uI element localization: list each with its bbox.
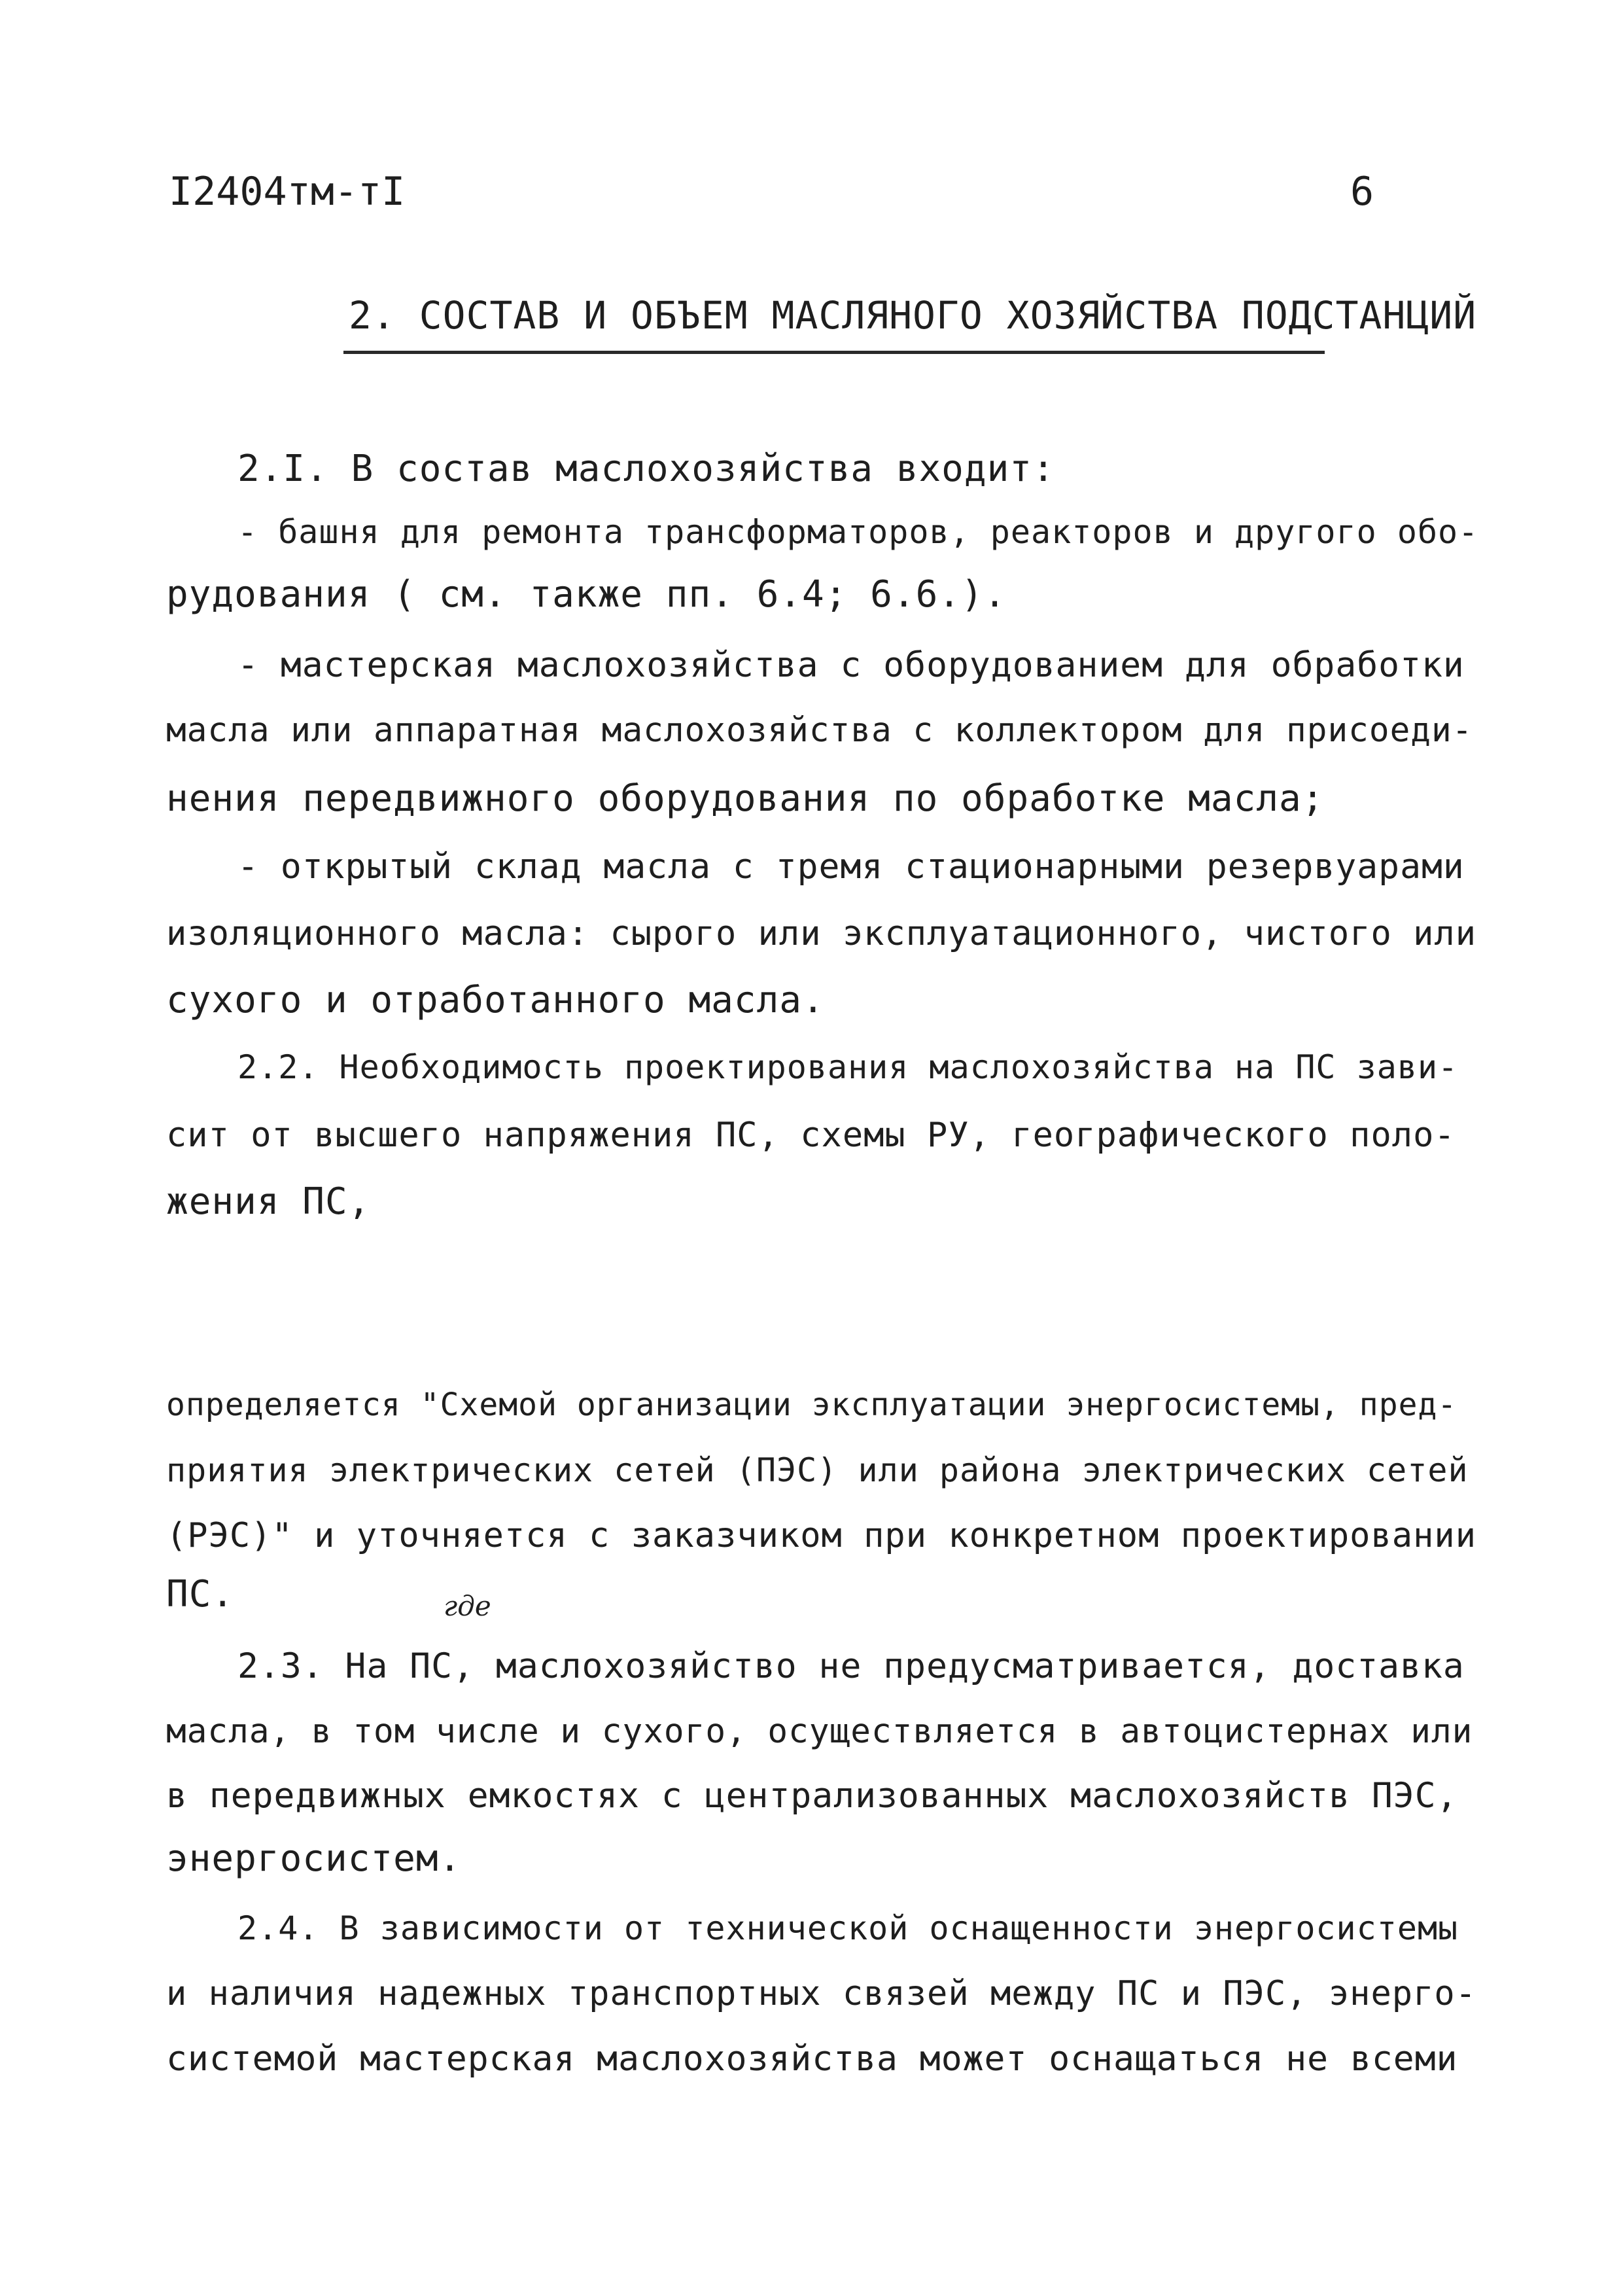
- body-line: (РЭС)" и уточняется с заказчиком при конкретном проектировании: [166, 1516, 1477, 1555]
- body-line: в передвижных емкостях с централизованных маслохозяйств ПЭС,: [166, 1776, 1458, 1816]
- body-line: системой мастерская маслохозяйства может оснащаться не всеми: [166, 2039, 1458, 2079]
- body-line: 2.I. В состав маслохозяйства входит:: [237, 448, 1055, 490]
- body-line: жения ПС,: [166, 1180, 371, 1223]
- body-line: энергосистем.: [166, 1837, 462, 1880]
- handwritten-insertion: где: [444, 1590, 491, 1622]
- body-line: изоляционного масла: сырого или эксплуатационного, чистого или: [166, 914, 1477, 953]
- body-line: 2.4. В зависимости от технической оснащенности энергосистемы: [237, 1909, 1459, 1947]
- body-line: сит от высшего напряжения ПС, схемы РУ, географического поло-: [166, 1116, 1456, 1155]
- body-line: приятия электрических сетей (ПЭС) или района электрических сетей: [166, 1451, 1469, 1489]
- body-line: сухого и отработанного масла.: [166, 979, 825, 1021]
- body-line: определяется "Схемой организации эксплуатации энергосистемы, пред-: [166, 1386, 1457, 1423]
- title-underline: [343, 351, 1325, 354]
- body-line: масла, в том числе и сухого, осуществляется в автоцистернах или: [166, 1712, 1473, 1751]
- body-line: масла или аппаратная маслохозяйства с коллектором для присоеди-: [166, 711, 1473, 750]
- body-line: 2.2. Необходимость проектирования маслохозяйства на ПС зави-: [237, 1048, 1459, 1086]
- body-line: - башня для ремонта трансформаторов, реакторов и другого обо-: [237, 513, 1479, 551]
- body-line: нения передвижного оборудования по обработке масла;: [166, 777, 1325, 820]
- section-title: 2. СОСТАВ И ОБЪЕМ МАСЛЯНОГО ХОЗЯЙСТВА ПОДСТАНЦИЙ: [349, 293, 1477, 338]
- body-line: ПС.: [166, 1573, 235, 1616]
- body-line: рудования ( см. также пп. 6.4; 6.6.).: [166, 573, 1007, 616]
- page-number: 6: [1350, 169, 1374, 215]
- body-line: - мастерская маслохозяйства с оборудованием для обработки: [237, 645, 1465, 685]
- document-code: I2404тм-тI: [169, 169, 406, 215]
- body-line: и наличия надежных транспортных связей между ПС и ПЭС, энерго-: [166, 1974, 1477, 2013]
- body-line: 2.3. На ПС, маслохозяйство не предусматривается, доставка: [237, 1646, 1465, 1686]
- body-line: - открытый склад масла с тремя стационарными резервуарами: [237, 847, 1465, 887]
